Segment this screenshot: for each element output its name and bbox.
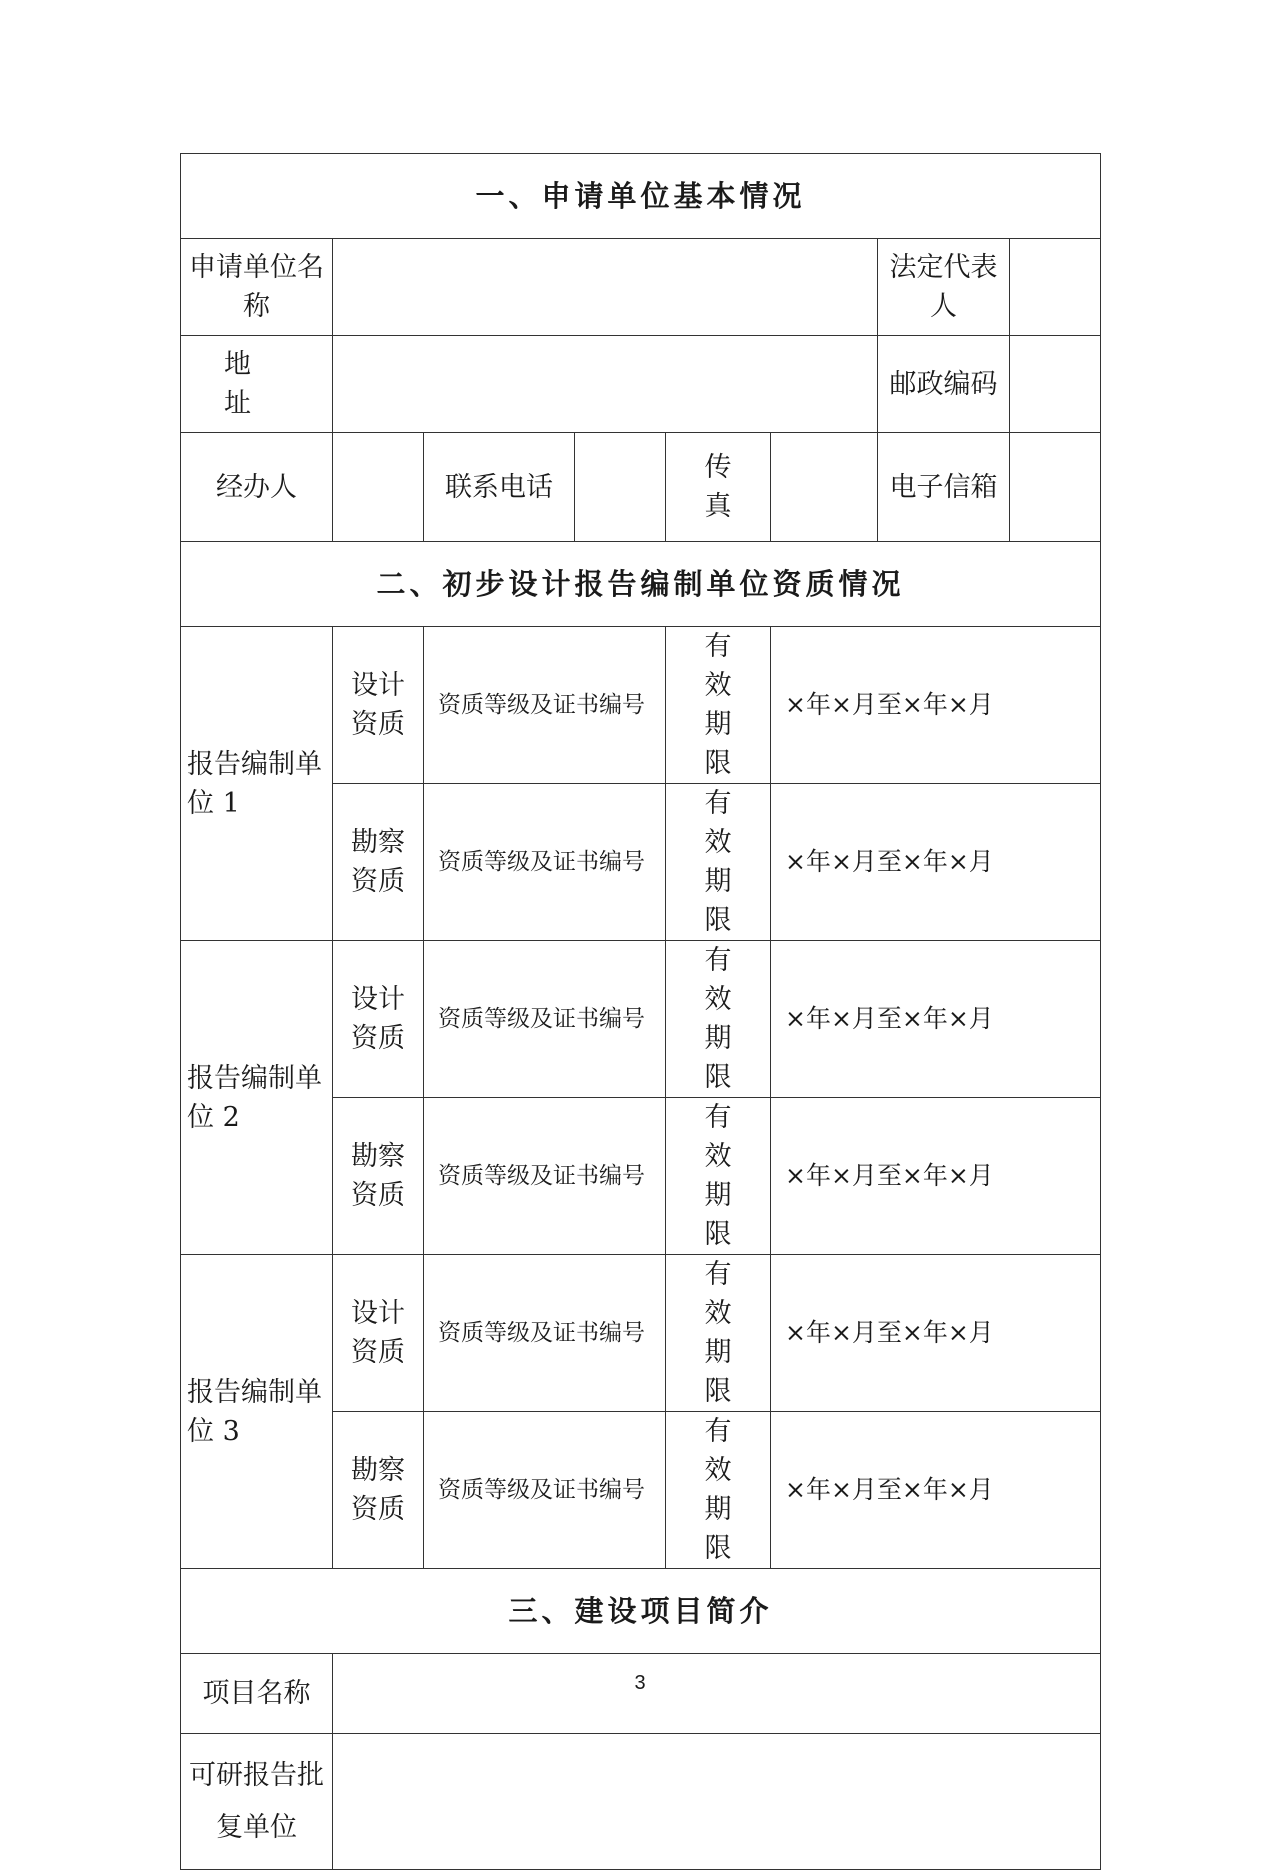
validity-period[interactable]: ×年×月至×年×月 <box>771 1255 1101 1412</box>
validity-label: 有效期限 <box>666 1412 771 1569</box>
qualification-certificate[interactable]: 资质等级及证书编号 <box>424 941 666 1098</box>
handler-field[interactable] <box>333 433 424 542</box>
qualification-type: 勘察资质 <box>333 1412 424 1569</box>
validity-label: 有效期限 <box>666 1098 771 1255</box>
approval-unit-field[interactable] <box>333 1734 1101 1870</box>
validity-period[interactable]: ×年×月至×年×月 <box>771 627 1101 784</box>
postal-code-field[interactable] <box>1010 336 1101 433</box>
fax-field[interactable] <box>771 433 878 542</box>
handler-label: 经办人 <box>181 433 333 542</box>
legal-representative-field[interactable] <box>1010 239 1101 336</box>
email-field[interactable] <box>1010 433 1101 542</box>
validity-label: 有效期限 <box>666 627 771 784</box>
validity-label: 有效期限 <box>666 941 771 1098</box>
section-2-title: 二、初步设计报告编制单位资质情况 <box>181 542 1101 627</box>
address-field[interactable] <box>333 336 878 433</box>
report-unit-1-label: 报告编制单位 1 <box>181 627 333 941</box>
project-name-label: 项目名称 <box>181 1654 333 1734</box>
page-number: 3 <box>634 1672 646 1694</box>
validity-label: 有效期限 <box>666 1255 771 1412</box>
phone-field[interactable] <box>575 433 666 542</box>
report-unit-2-label: 报告编制单位 2 <box>181 941 333 1255</box>
qualification-type: 设计资质 <box>333 627 424 784</box>
report-unit-3-label: 报告编制单位 3 <box>181 1255 333 1569</box>
validity-label: 有效期限 <box>666 784 771 941</box>
qualification-certificate[interactable]: 资质等级及证书编号 <box>424 784 666 941</box>
qualification-type: 设计资质 <box>333 1255 424 1412</box>
section-1-title: 一、申请单位基本情况 <box>181 154 1101 239</box>
qualification-type: 勘察资质 <box>333 784 424 941</box>
email-label: 电子信箱 <box>878 433 1010 542</box>
qualification-certificate[interactable]: 资质等级及证书编号 <box>424 627 666 784</box>
validity-period[interactable]: ×年×月至×年×月 <box>771 941 1101 1098</box>
validity-period[interactable]: ×年×月至×年×月 <box>771 784 1101 941</box>
applicant-name-label: 申请单位名称 <box>181 239 333 336</box>
qualification-type: 勘察资质 <box>333 1098 424 1255</box>
applicant-name-field[interactable] <box>333 239 878 336</box>
qualification-certificate[interactable]: 资质等级及证书编号 <box>424 1098 666 1255</box>
legal-representative-label: 法定代表人 <box>878 239 1010 336</box>
approval-unit-label: 可研报告批复单位 <box>181 1734 333 1870</box>
qualification-certificate[interactable]: 资质等级及证书编号 <box>424 1412 666 1569</box>
validity-period[interactable]: ×年×月至×年×月 <box>771 1098 1101 1255</box>
qualification-type: 设计资质 <box>333 941 424 1098</box>
qualification-certificate[interactable]: 资质等级及证书编号 <box>424 1255 666 1412</box>
fax-label: 传真 <box>666 433 771 542</box>
address-label: 地 址 <box>181 336 333 433</box>
application-form-table <box>180 153 1101 1870</box>
postal-code-label: 邮政编码 <box>878 336 1010 433</box>
section-3-title: 三、建设项目简介 <box>181 1569 1101 1654</box>
validity-period[interactable]: ×年×月至×年×月 <box>771 1412 1101 1569</box>
phone-label: 联系电话 <box>424 433 575 542</box>
